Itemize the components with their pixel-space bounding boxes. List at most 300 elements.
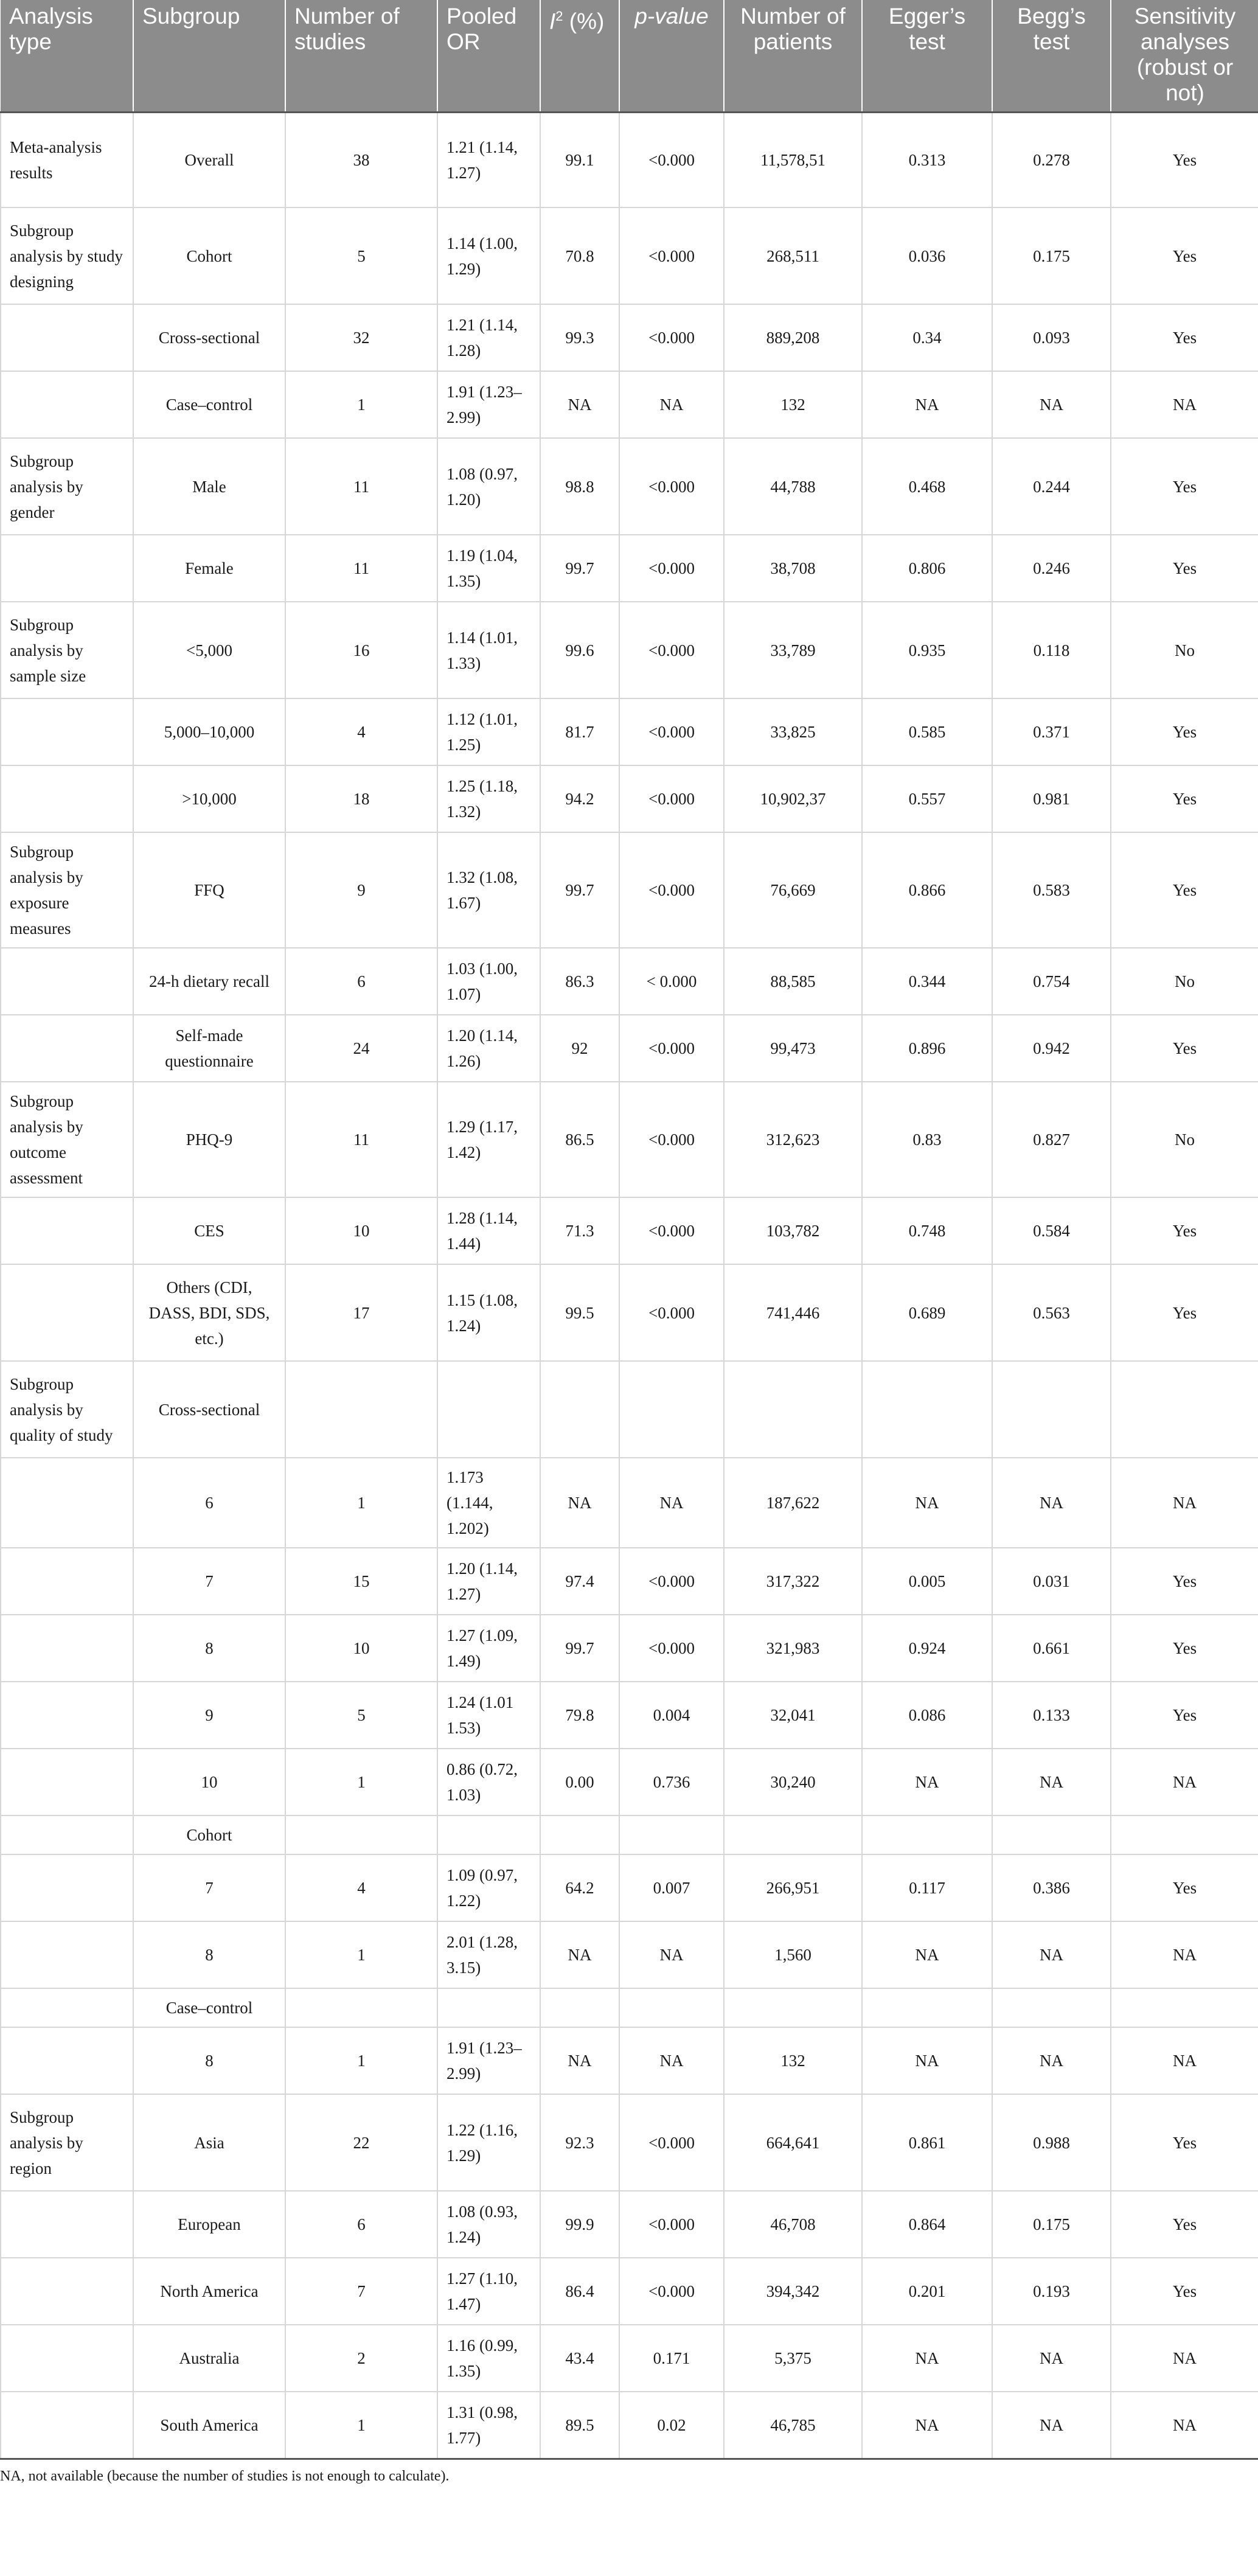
number-of-studies-cell: 18 xyxy=(285,765,437,832)
number-of-studies-cell: 1 xyxy=(285,1458,437,1548)
analysis-type-cell: Subgroup analysis by outcome assessment xyxy=(1,1082,133,1197)
beggs-test-cell: NA xyxy=(992,2325,1111,2392)
p-value-cell: 0.736 xyxy=(619,1749,724,1815)
i2-cell: 99.7 xyxy=(540,1615,619,1682)
p-value-cell: <0.000 xyxy=(619,2094,724,2191)
table-row xyxy=(1,112,1258,207)
beggs-test-cell: 0.661 xyxy=(992,1615,1111,1682)
i2-cell: NA xyxy=(540,2027,619,2094)
pooled-or-cell: 1.25 (1.18, 1.32) xyxy=(437,765,540,832)
i2-cell: 99.9 xyxy=(540,2191,619,2258)
header-row xyxy=(1,0,1258,112)
header-pooled-or: Pooled OR xyxy=(437,0,540,112)
table-body xyxy=(1,112,1258,2459)
number-of-patients-cell: 317,322 xyxy=(724,1548,862,1615)
beggs-test-cell: 0.093 xyxy=(992,304,1111,371)
number-of-patients-cell: 11,578,51 xyxy=(724,112,862,207)
header-sensitivity-analyses: Sensitivity analyses (robust or not) xyxy=(1111,0,1258,112)
subgroup-cell: Australia xyxy=(133,2325,285,2392)
p-value-cell: <0.000 xyxy=(619,765,724,832)
sensitivity-cell xyxy=(1111,1361,1258,1458)
eggers-test-cell: 0.864 xyxy=(862,2191,992,2258)
i2-cell: 71.3 xyxy=(540,1197,619,1264)
number-of-patients-cell: 394,342 xyxy=(724,2258,862,2325)
table-row xyxy=(1,1988,1258,2027)
sensitivity-cell: Yes xyxy=(1111,2094,1258,2191)
table-row xyxy=(1,1197,1258,1264)
subgroup-cell: 24-h dietary recall xyxy=(133,948,285,1015)
number-of-patients-cell: 103,782 xyxy=(724,1197,862,1264)
beggs-test-cell: 0.942 xyxy=(992,1015,1111,1082)
number-of-studies-cell: 16 xyxy=(285,602,437,698)
sensitivity-cell: Yes xyxy=(1111,832,1258,948)
table-row xyxy=(1,438,1258,535)
number-of-patients-cell: 33,825 xyxy=(724,698,862,765)
p-value-cell: <0.000 xyxy=(619,698,724,765)
p-value-cell: <0.000 xyxy=(619,1015,724,1082)
table-row xyxy=(1,832,1258,948)
pooled-or-cell: 1.21 (1.14, 1.28) xyxy=(437,304,540,371)
table-row xyxy=(1,2325,1258,2392)
pooled-or-cell: 1.29 (1.17, 1.42) xyxy=(437,1082,540,1197)
number-of-studies-cell: 5 xyxy=(285,1682,437,1749)
pooled-or-cell: 1.09 (0.97, 1.22) xyxy=(437,1854,540,1921)
analysis-type-cell xyxy=(1,304,133,371)
beggs-test-cell: 0.278 xyxy=(992,112,1111,207)
p-value-label: p-value xyxy=(634,4,709,29)
table-row xyxy=(1,602,1258,698)
number-of-studies-cell: 22 xyxy=(285,2094,437,2191)
p-value-cell: <0.000 xyxy=(619,832,724,948)
table-row xyxy=(1,2258,1258,2325)
p-value-cell: <0.000 xyxy=(619,1615,724,1682)
i2-cell: 64.2 xyxy=(540,1854,619,1921)
table-row xyxy=(1,1682,1258,1749)
table-row xyxy=(1,371,1258,438)
table-footnote: NA, not available (because the number of studies is not enough to calculate). xyxy=(0,2468,450,2484)
i2-cell xyxy=(540,1361,619,1458)
number-of-patients-cell: 187,622 xyxy=(724,1458,862,1548)
subgroup-cell: Asia xyxy=(133,2094,285,2191)
eggers-test-cell: 0.83 xyxy=(862,1082,992,1197)
header-beggs-test: Begg’s test xyxy=(992,0,1111,112)
sensitivity-cell: Yes xyxy=(1111,2258,1258,2325)
beggs-test-cell: 0.584 xyxy=(992,1197,1111,1264)
pooled-or-cell: 1.32 (1.08, 1.67) xyxy=(437,832,540,948)
pooled-or-cell: 1.24 (1.01 1.53) xyxy=(437,1682,540,1749)
i2-cell: 99.7 xyxy=(540,535,619,602)
i2-cell: 98.8 xyxy=(540,438,619,535)
header-i2 xyxy=(540,0,619,112)
eggers-test-cell: 0.748 xyxy=(862,1197,992,1264)
pooled-or-cell: 1.21 (1.14, 1.27) xyxy=(437,112,540,207)
table-row xyxy=(1,2094,1258,2191)
p-value-cell: <0.000 xyxy=(619,112,724,207)
i2-cell xyxy=(540,1815,619,1854)
number-of-studies-cell: 7 xyxy=(285,2258,437,2325)
i2-cell: 92 xyxy=(540,1015,619,1082)
p-value-cell xyxy=(619,1361,724,1458)
beggs-test-cell: 0.563 xyxy=(992,1264,1111,1361)
subgroup-cell: 8 xyxy=(133,1615,285,1682)
pooled-or-cell: 1.08 (0.93, 1.24) xyxy=(437,2191,540,2258)
subgroup-cell: >10,000 xyxy=(133,765,285,832)
sensitivity-cell: Yes xyxy=(1111,698,1258,765)
subgroup-cell: 5,000–10,000 xyxy=(133,698,285,765)
sensitivity-cell xyxy=(1111,1988,1258,2027)
table-row xyxy=(1,1264,1258,1361)
i2-unit: (%) xyxy=(563,9,605,34)
eggers-test-cell: NA xyxy=(862,2392,992,2459)
pooled-or-cell: 1.31 (0.98, 1.77) xyxy=(437,2392,540,2459)
subgroup-cell: 8 xyxy=(133,1921,285,1988)
analysis-type-cell: Subgroup analysis by region xyxy=(1,2094,133,2191)
eggers-test-cell: 0.086 xyxy=(862,1682,992,1749)
table-row xyxy=(1,1749,1258,1815)
p-value-cell: NA xyxy=(619,2027,724,2094)
sensitivity-cell: Yes xyxy=(1111,1264,1258,1361)
table-row xyxy=(1,2191,1258,2258)
p-value-cell xyxy=(619,1815,724,1854)
i2-cell: 86.3 xyxy=(540,948,619,1015)
pooled-or-cell: 1.20 (1.14, 1.26) xyxy=(437,1015,540,1082)
table-row xyxy=(1,1458,1258,1548)
eggers-test-cell: 0.689 xyxy=(862,1264,992,1361)
number-of-studies-cell: 6 xyxy=(285,948,437,1015)
header-number-of-studies: Number of studies xyxy=(285,0,437,112)
sensitivity-cell: Yes xyxy=(1111,1197,1258,1264)
p-value-cell: <0.000 xyxy=(619,602,724,698)
pooled-or-cell: 1.03 (1.00, 1.07) xyxy=(437,948,540,1015)
i2-cell: 43.4 xyxy=(540,2325,619,2392)
number-of-patients-cell: 44,788 xyxy=(724,438,862,535)
p-value-cell: <0.000 xyxy=(619,535,724,602)
beggs-test-cell: 0.175 xyxy=(992,207,1111,304)
pooled-or-cell: 1.28 (1.14, 1.44) xyxy=(437,1197,540,1264)
number-of-studies-cell: 1 xyxy=(285,371,437,438)
beggs-test-cell xyxy=(992,1988,1111,2027)
number-of-studies-cell: 38 xyxy=(285,112,437,207)
analysis-type-cell xyxy=(1,1749,133,1815)
analysis-type-cell xyxy=(1,2258,133,2325)
eggers-test-cell: NA xyxy=(862,1921,992,1988)
pooled-or-cell: 1.27 (1.09, 1.49) xyxy=(437,1615,540,1682)
subgroup-cell: Cohort xyxy=(133,207,285,304)
number-of-patients-cell: 132 xyxy=(724,2027,862,2094)
pooled-or-cell: 1.12 (1.01, 1.25) xyxy=(437,698,540,765)
sensitivity-cell: NA xyxy=(1111,1749,1258,1815)
pooled-or-cell: 0.86 (0.72, 1.03) xyxy=(437,1749,540,1815)
analysis-type-cell xyxy=(1,948,133,1015)
sensitivity-cell: Yes xyxy=(1111,207,1258,304)
beggs-test-cell: 0.118 xyxy=(992,602,1111,698)
subgroup-cell: Self-made questionnaire xyxy=(133,1015,285,1082)
sensitivity-cell: Yes xyxy=(1111,2191,1258,2258)
p-value-cell: 0.007 xyxy=(619,1854,724,1921)
number-of-patients-cell: 312,623 xyxy=(724,1082,862,1197)
table-row xyxy=(1,698,1258,765)
table-row xyxy=(1,948,1258,1015)
sensitivity-cell: Yes xyxy=(1111,304,1258,371)
number-of-patients-cell: 30,240 xyxy=(724,1749,862,1815)
analysis-type-cell xyxy=(1,371,133,438)
beggs-test-cell: 0.133 xyxy=(992,1682,1111,1749)
pooled-or-cell: 1.14 (1.00, 1.29) xyxy=(437,207,540,304)
analysis-type-cell xyxy=(1,1815,133,1854)
eggers-test-cell: 0.866 xyxy=(862,832,992,948)
analysis-type-cell xyxy=(1,535,133,602)
i2-cell: NA xyxy=(540,371,619,438)
analysis-type-cell xyxy=(1,1988,133,2027)
i2-cell: NA xyxy=(540,1921,619,1988)
analysis-type-cell xyxy=(1,1197,133,1264)
i2-cell: 97.4 xyxy=(540,1548,619,1615)
subgroup-cell: PHQ-9 xyxy=(133,1082,285,1197)
table-row xyxy=(1,1015,1258,1082)
sensitivity-cell: Yes xyxy=(1111,1682,1258,1749)
beggs-test-cell xyxy=(992,1361,1111,1458)
number-of-patients-cell: 10,902,37 xyxy=(724,765,862,832)
pooled-or-cell: 1.08 (0.97, 1.20) xyxy=(437,438,540,535)
number-of-studies-cell: 1 xyxy=(285,1749,437,1815)
eggers-test-cell: 0.468 xyxy=(862,438,992,535)
number-of-patients-cell xyxy=(724,1815,862,1854)
sensitivity-cell: Yes xyxy=(1111,1015,1258,1082)
table-row xyxy=(1,304,1258,371)
eggers-test-cell: 0.344 xyxy=(862,948,992,1015)
header-p-value xyxy=(619,0,724,112)
eggers-test-cell: 0.924 xyxy=(862,1615,992,1682)
number-of-studies-cell: 11 xyxy=(285,438,437,535)
i2-cell: 79.8 xyxy=(540,1682,619,1749)
sensitivity-cell: Yes xyxy=(1111,1548,1258,1615)
subgroup-cell: Overall xyxy=(133,112,285,207)
table-row xyxy=(1,1615,1258,1682)
subgroup-cell: Cohort xyxy=(133,1815,285,1854)
subgroup-cell: Cross-sectional xyxy=(133,1361,285,1458)
eggers-test-cell: 0.313 xyxy=(862,112,992,207)
analysis-type-cell: Subgroup analysis by sample size xyxy=(1,602,133,698)
sensitivity-cell: NA xyxy=(1111,2392,1258,2459)
beggs-test-cell: 0.827 xyxy=(992,1082,1111,1197)
number-of-studies-cell: 1 xyxy=(285,2392,437,2459)
i2-superscript: 2 xyxy=(555,9,563,24)
sensitivity-cell: Yes xyxy=(1111,438,1258,535)
table-row xyxy=(1,1921,1258,1988)
subgroup-cell: 9 xyxy=(133,1682,285,1749)
subgroup-cell: 7 xyxy=(133,1548,285,1615)
number-of-studies-cell xyxy=(285,1988,437,2027)
beggs-test-cell: NA xyxy=(992,2392,1111,2459)
p-value-cell xyxy=(619,1988,724,2027)
eggers-test-cell: 0.036 xyxy=(862,207,992,304)
i2-cell xyxy=(540,1988,619,2027)
i2-cell: 0.00 xyxy=(540,1749,619,1815)
analysis-type-cell: Subgroup analysis by study designing xyxy=(1,207,133,304)
table-row xyxy=(1,535,1258,602)
number-of-patients-cell xyxy=(724,1988,862,2027)
pooled-or-cell: 1.16 (0.99, 1.35) xyxy=(437,2325,540,2392)
eggers-test-cell xyxy=(862,1988,992,2027)
eggers-test-cell: 0.806 xyxy=(862,535,992,602)
p-value-cell: <0.000 xyxy=(619,1548,724,1615)
eggers-test-cell: 0.005 xyxy=(862,1548,992,1615)
number-of-studies-cell xyxy=(285,1361,437,1458)
beggs-test-cell: 0.988 xyxy=(992,2094,1111,2191)
p-value-cell: <0.000 xyxy=(619,2191,724,2258)
subgroup-cell: Case–control xyxy=(133,1988,285,2027)
beggs-test-cell xyxy=(992,1815,1111,1854)
i2-cell: 86.4 xyxy=(540,2258,619,2325)
i2-cell: 99.7 xyxy=(540,832,619,948)
analysis-type-cell xyxy=(1,1682,133,1749)
beggs-test-cell: NA xyxy=(992,1749,1111,1815)
number-of-patients-cell: 99,473 xyxy=(724,1015,862,1082)
number-of-patients-cell: 33,789 xyxy=(724,602,862,698)
pooled-or-cell: 1.91 (1.23–2.99) xyxy=(437,371,540,438)
table-row xyxy=(1,1082,1258,1197)
header-number-of-patients: Number of patients xyxy=(724,0,862,112)
analysis-type-cell xyxy=(1,2325,133,2392)
sensitivity-cell: NA xyxy=(1111,2325,1258,2392)
subgroup-cell: <5,000 xyxy=(133,602,285,698)
eggers-test-cell: 0.201 xyxy=(862,2258,992,2325)
p-value-cell: <0.000 xyxy=(619,1197,724,1264)
i2-cell: 89.5 xyxy=(540,2392,619,2459)
sensitivity-cell: Yes xyxy=(1111,1854,1258,1921)
number-of-studies-cell: 10 xyxy=(285,1197,437,1264)
number-of-patients-cell: 32,041 xyxy=(724,1682,862,1749)
beggs-test-cell: 0.386 xyxy=(992,1854,1111,1921)
pooled-or-cell: 1.14 (1.01, 1.33) xyxy=(437,602,540,698)
beggs-test-cell: 0.244 xyxy=(992,438,1111,535)
i2-symbol: I xyxy=(549,9,556,34)
i2-cell: 70.8 xyxy=(540,207,619,304)
subgroup-cell: European xyxy=(133,2191,285,2258)
eggers-test-cell: 0.935 xyxy=(862,602,992,698)
subgroup-cell: 6 xyxy=(133,1458,285,1548)
subgroup-cell: CES xyxy=(133,1197,285,1264)
eggers-test-cell: 0.557 xyxy=(862,765,992,832)
p-value-cell: <0.000 xyxy=(619,1082,724,1197)
number-of-patients-cell: 664,641 xyxy=(724,2094,862,2191)
eggers-test-cell: 0.34 xyxy=(862,304,992,371)
i2-cell: 99.1 xyxy=(540,112,619,207)
i2-cell: 99.6 xyxy=(540,602,619,698)
i2-cell: 81.7 xyxy=(540,698,619,765)
number-of-studies-cell xyxy=(285,1815,437,1854)
pooled-or-cell: 1.27 (1.10, 1.47) xyxy=(437,2258,540,2325)
number-of-studies-cell: 11 xyxy=(285,1082,437,1197)
number-of-studies-cell: 6 xyxy=(285,2191,437,2258)
eggers-test-cell: NA xyxy=(862,2325,992,2392)
beggs-test-cell: 0.031 xyxy=(992,1548,1111,1615)
subgroup-cell: Male xyxy=(133,438,285,535)
i2-cell: 86.5 xyxy=(540,1082,619,1197)
eggers-test-cell: NA xyxy=(862,1749,992,1815)
analysis-type-cell xyxy=(1,1921,133,1988)
table-row xyxy=(1,1361,1258,1458)
number-of-studies-cell: 9 xyxy=(285,832,437,948)
eggers-test-cell: NA xyxy=(862,2027,992,2094)
sensitivity-cell: NA xyxy=(1111,2027,1258,2094)
p-value-cell: NA xyxy=(619,1921,724,1988)
eggers-test-cell xyxy=(862,1361,992,1458)
analysis-type-cell: Meta-analysis results xyxy=(1,112,133,207)
number-of-patients-cell: 76,669 xyxy=(724,832,862,948)
i2-cell: 94.2 xyxy=(540,765,619,832)
i2-cell: NA xyxy=(540,1458,619,1548)
sensitivity-cell: No xyxy=(1111,948,1258,1015)
pooled-or-cell: 1.173 (1.144, 1.202) xyxy=(437,1458,540,1548)
subgroup-cell: 10 xyxy=(133,1749,285,1815)
number-of-studies-cell: 24 xyxy=(285,1015,437,1082)
number-of-patients-cell: 132 xyxy=(724,371,862,438)
analysis-type-cell: Subgroup analysis by exposure measures xyxy=(1,832,133,948)
i2-cell: 92.3 xyxy=(540,2094,619,2191)
number-of-studies-cell: 17 xyxy=(285,1264,437,1361)
subgroup-cell: FFQ xyxy=(133,832,285,948)
pooled-or-cell xyxy=(437,1815,540,1854)
analysis-type-cell: Subgroup analysis by gender xyxy=(1,438,133,535)
i2-cell: 99.3 xyxy=(540,304,619,371)
analysis-type-cell xyxy=(1,1548,133,1615)
i2-cell: 99.5 xyxy=(540,1264,619,1361)
pooled-or-cell: 1.19 (1.04, 1.35) xyxy=(437,535,540,602)
beggs-test-cell: 0.193 xyxy=(992,2258,1111,2325)
p-value-cell: <0.000 xyxy=(619,438,724,535)
p-value-cell: <0.000 xyxy=(619,1264,724,1361)
table-row xyxy=(1,207,1258,304)
table-row xyxy=(1,2027,1258,2094)
analysis-type-cell xyxy=(1,1264,133,1361)
p-value-cell: <0.000 xyxy=(619,2258,724,2325)
analysis-type-cell xyxy=(1,2191,133,2258)
sensitivity-cell: NA xyxy=(1111,1458,1258,1548)
number-of-studies-cell: 4 xyxy=(285,1854,437,1921)
analysis-type-cell xyxy=(1,765,133,832)
analysis-type-cell xyxy=(1,1458,133,1548)
number-of-patients-cell: 321,983 xyxy=(724,1615,862,1682)
number-of-patients-cell: 38,708 xyxy=(724,535,862,602)
subgroup-cell: 8 xyxy=(133,2027,285,2094)
beggs-test-cell: NA xyxy=(992,371,1111,438)
sensitivity-cell xyxy=(1111,1815,1258,1854)
beggs-test-cell: 0.371 xyxy=(992,698,1111,765)
table-row xyxy=(1,1815,1258,1854)
beggs-test-cell: 0.754 xyxy=(992,948,1111,1015)
subgroup-cell: Case–control xyxy=(133,371,285,438)
number-of-patients-cell: 5,375 xyxy=(724,2325,862,2392)
pooled-or-cell: 1.91 (1.23–2.99) xyxy=(437,2027,540,2094)
eggers-test-cell: 0.585 xyxy=(862,698,992,765)
eggers-test-cell: NA xyxy=(862,1458,992,1548)
beggs-test-cell: NA xyxy=(992,2027,1111,2094)
sensitivity-cell: NA xyxy=(1111,371,1258,438)
sensitivity-cell: Yes xyxy=(1111,765,1258,832)
beggs-test-cell: 0.246 xyxy=(992,535,1111,602)
beggs-test-cell: NA xyxy=(992,1458,1111,1548)
number-of-studies-cell: 11 xyxy=(285,535,437,602)
analysis-type-cell xyxy=(1,1615,133,1682)
number-of-studies-cell: 32 xyxy=(285,304,437,371)
eggers-test-cell: NA xyxy=(862,371,992,438)
number-of-patients-cell: 46,708 xyxy=(724,2191,862,2258)
analysis-type-cell xyxy=(1,2027,133,2094)
pooled-or-cell: 1.22 (1.16, 1.29) xyxy=(437,2094,540,2191)
table-row xyxy=(1,1548,1258,1615)
subgroup-cell: South America xyxy=(133,2392,285,2459)
